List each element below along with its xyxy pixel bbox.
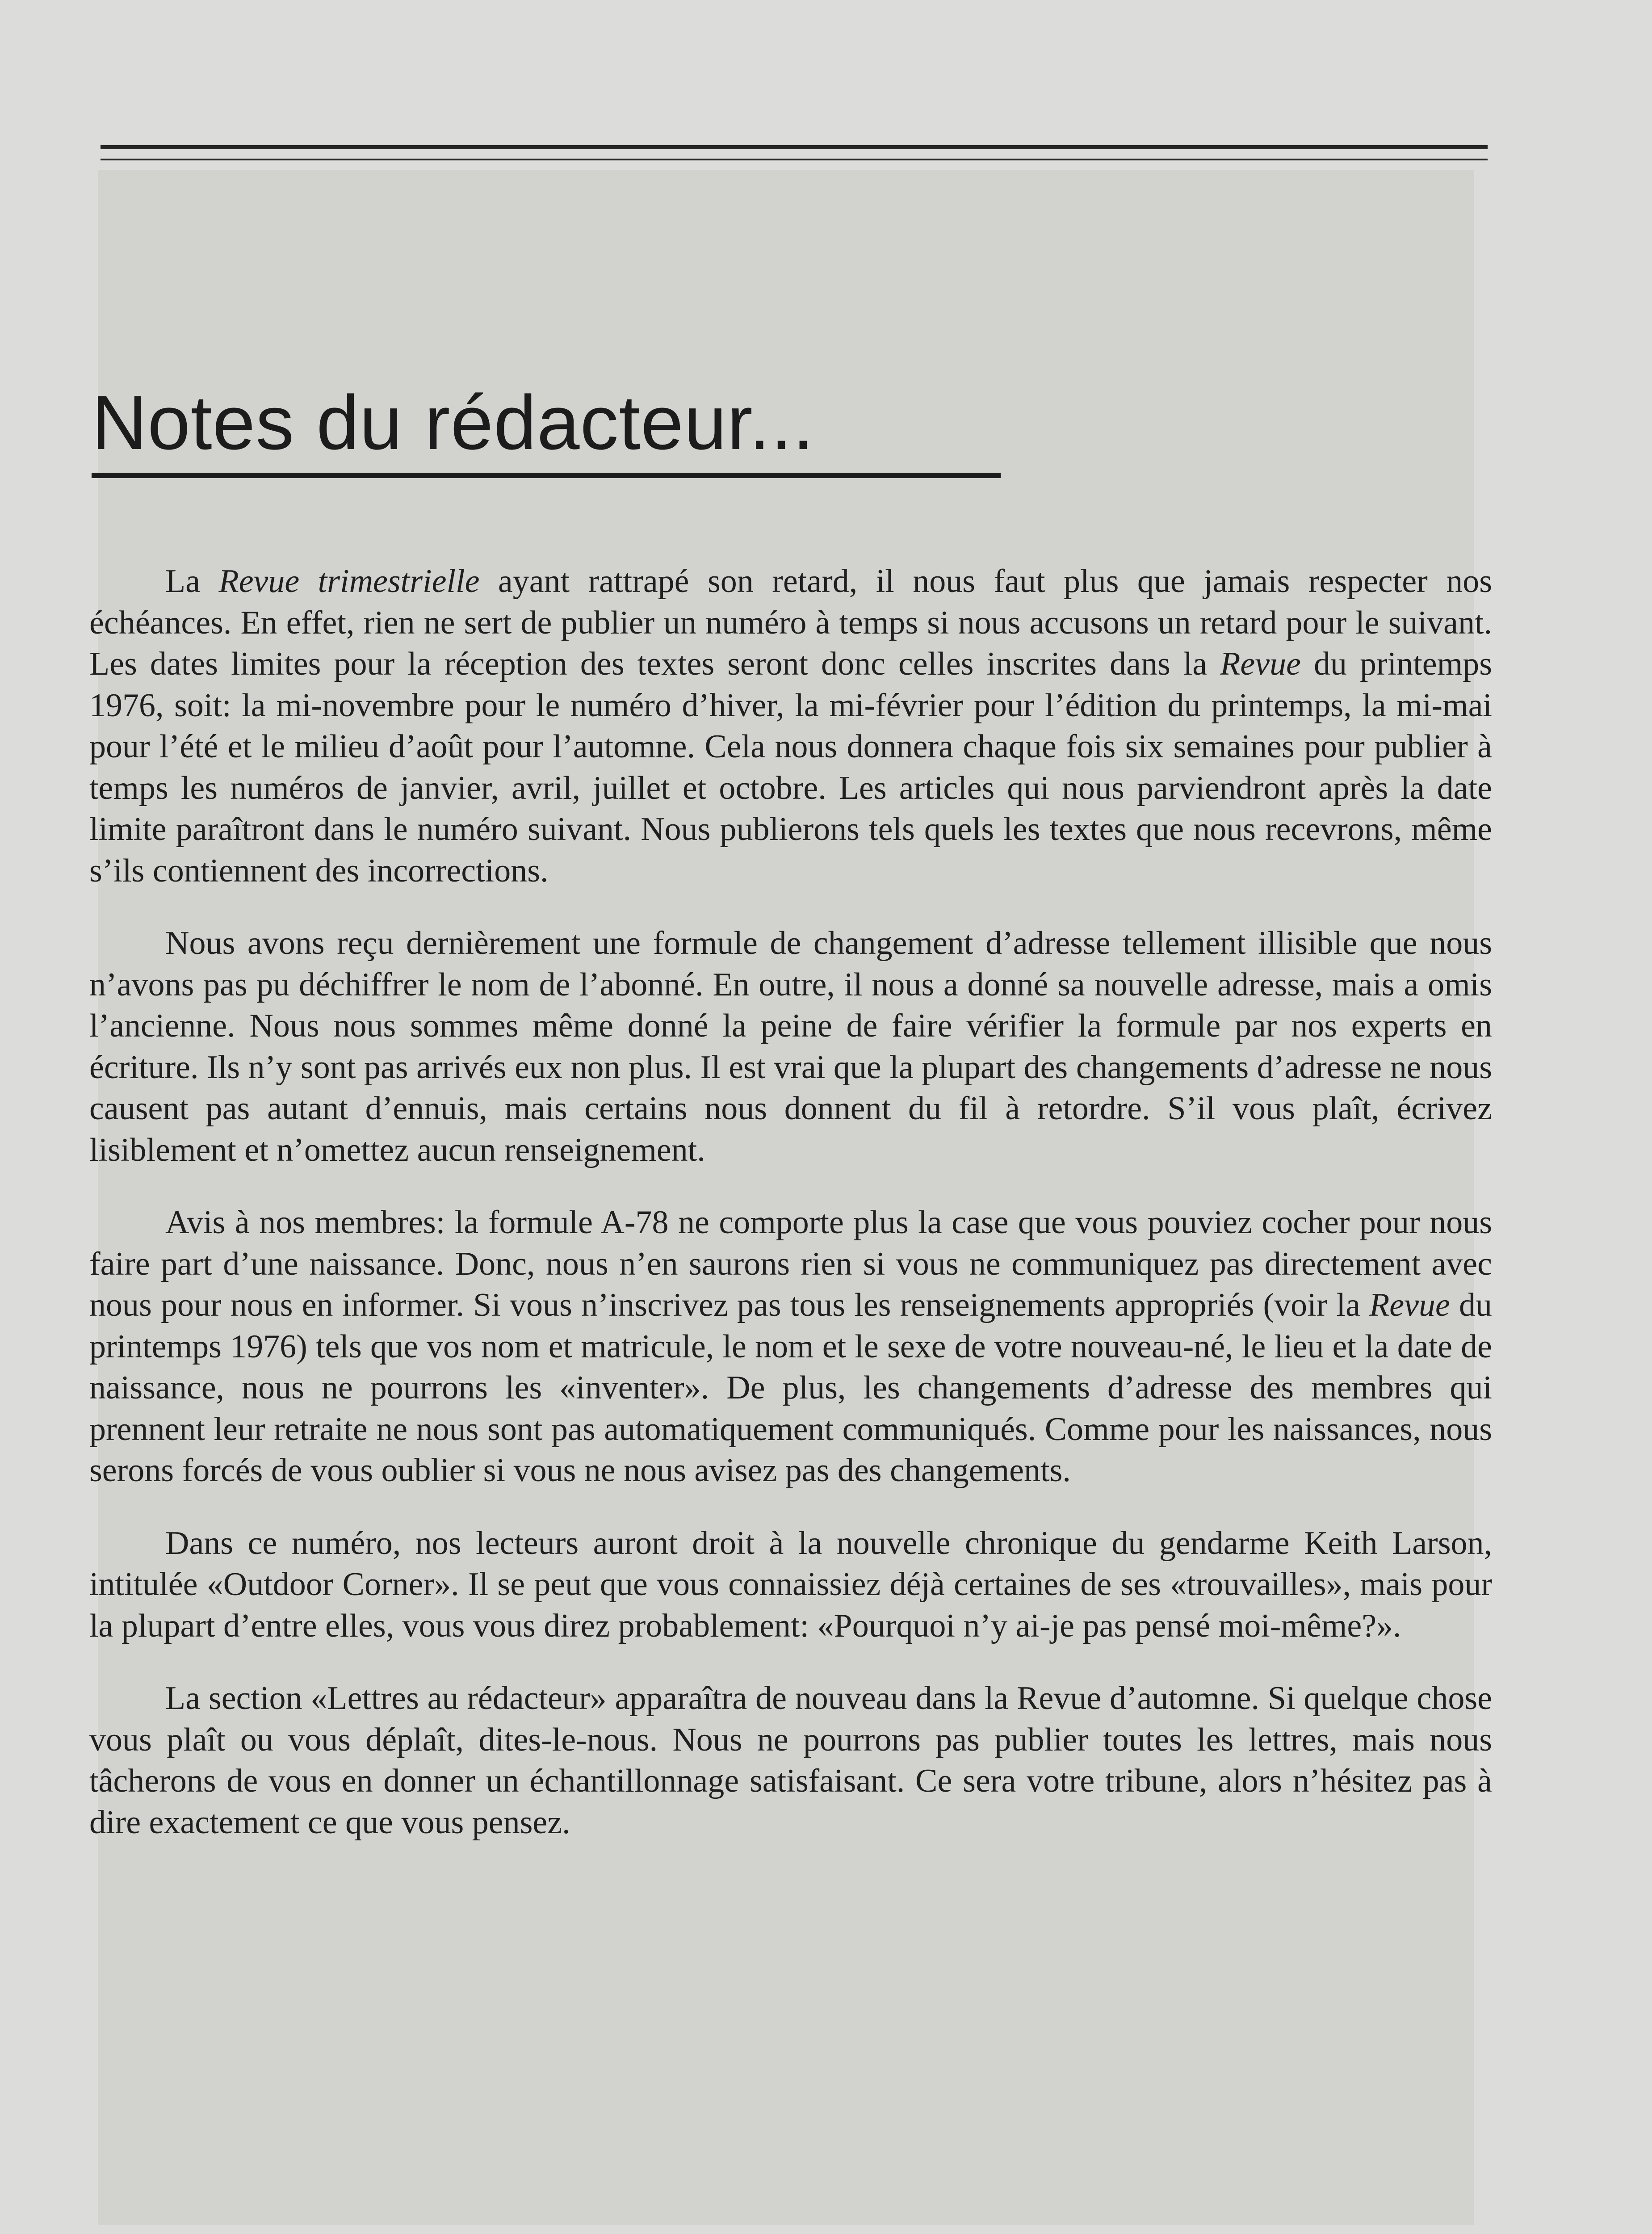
text-run: du printemps 1976, soit: la mi-novembre pour le numéro d’hiver, la mi-février pour l’édition du printemps, la mi-mai pour l’été et le milieu d’août pour l’automne. Cela nous donnera chaque fois six semaines pour publier à temps les numéros de janvier, avril, juillet et octobre. Les articles qui nous parviendront après la date limite paraîtront dans le numéro suivant. Nous publierons tels quels les textes que nous recevrons, même s’ils contiennent des incorrections. — [89, 646, 1493, 889]
text-run: du printemps 1976) tels que vos nom et matricule, le nom et le sexe de votre nouveau-né, le lieu et la date de naissance, nous ne pourrons les «inventer». De plus, les changements d’adresse des membres qui prennent leur retraite ne nous sont pas automatiquement communiqués. Comme pour les naissances, nous serons forcés de vous oublier si vous ne nous avisez pas des changements. — [89, 1287, 1492, 1489]
text-run: ayant rattrapé son retard, il nous faut plus que jamais respecter nos échéances. En effet, rien ne sert de publier un numéro à temps si nous accusons un retard pour le suivant. Les dates limites pour la réception des textes seront donc celles inscrites dans la — [89, 563, 1493, 682]
text-run: Dans ce numéro, nos lecteurs auront droit à la nouvelle chronique du gendarme Keith Larson, intitulée «Outdoor Corner». Il se peut que vous connaissiez déjà certaines de ses «trouvailles», mais pour la plupart d’entre elles, vous vous direz probablement: «Pourquoi n’y ai-je pas pensé moi-même?». — [89, 1524, 1492, 1644]
top-rule-thin — [101, 159, 1488, 160]
title-underline — [92, 473, 1001, 478]
paragraph-3 — [89, 1202, 1492, 1491]
article-body — [89, 561, 1492, 1843]
paragraph-2 — [89, 923, 1492, 1171]
paragraph-4 — [89, 1523, 1492, 1647]
text-run: Avis à nos membres: la formule A-78 ne comporte plus la case que vous pouviez cocher pour nous faire part d’une naissance. Donc, nous n’en saurons rien si vous ne communiquez pas directement avec nous pour nous en informer. Si vous n’inscrivez pas tous les renseignements appropriés (voir la — [89, 1204, 1492, 1323]
text-run: La — [165, 563, 219, 600]
text-run: La section «Lettres au rédacteur» apparaîtra de nouveau dans la Revue d’automne. Si quelque chose vous plaît ou vous déplaît, dites-le-nous. Nous ne pourrons pas publier toutes les lettres, mais nous tâcherons de vous en donner un échantillonnage satisfaisant. Ce sera votre tribune, alors n’hésitez pas à dire exactement ce que vous pensez. — [89, 1680, 1492, 1841]
top-rule-thick — [101, 145, 1488, 149]
italic-run: Revue — [1220, 646, 1301, 682]
paragraph-5 — [89, 1678, 1492, 1843]
paragraph-1 — [89, 561, 1492, 891]
italic-run: Revue — [1369, 1287, 1450, 1323]
text-run: Nous avons reçu dernièrement une formule de changement d’adresse tellement illisible que nous n’avons pas pu déchiffrer le nom de l’abonné. En outre, il nous a donné sa nouvelle adresse, mais a omis l’ancienne. Nous nous sommes même donné la peine de faire vérifier la formule par nos experts en écriture. Ils n’y sont pas arrivés eux non plus. Il est vrai que la plupart des changements d’adresse ne nous causent pas autant d’ennuis, mais certains nous donnent du fil à retordre. S’il vous plaît, écrivez lisiblement et n’omettez aucun renseignement. — [89, 925, 1492, 1168]
page-title: Notes du rédacteur... — [92, 380, 814, 466]
italic-run: Revue trimestrielle — [218, 563, 480, 600]
